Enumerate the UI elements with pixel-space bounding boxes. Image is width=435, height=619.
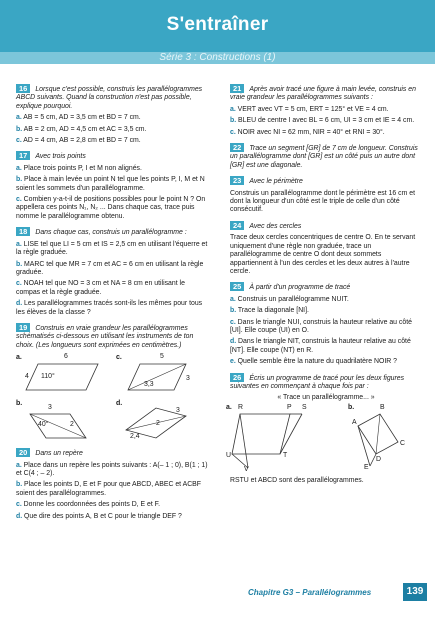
parallelogram-sketch (16, 354, 108, 396)
chapter-footer: Chapitre G3 – Parallélogrammes (248, 588, 372, 597)
figure-19d: d. 3 2 2,4 (116, 400, 208, 442)
exercise-item: c. Donne les coordonnées des points D, E et F. (16, 501, 161, 509)
exercise-item: a. Construis un parallélogramme NUIT. (230, 295, 349, 303)
exercise-number: 23 (230, 176, 244, 185)
exercise-item: b. Place à main levée un point N tel que les points P, I, M et N soient les sommets d'un parallélogramme. (16, 176, 205, 192)
page-title: S'entraîner (166, 14, 269, 35)
exercise-22 (230, 143, 422, 170)
exercise-intro: Avec le périmètre (249, 178, 303, 186)
exercise-number: 25 (230, 282, 244, 291)
exercise-18 (16, 227, 208, 317)
exercise-intro: Avec trois points (35, 153, 86, 161)
page-number: 139 (403, 583, 427, 601)
exercise-number: 26 (230, 373, 244, 382)
exercise-item: b. MARC tel que MR = 7 cm et AC = 6 cm en utilisant la règle graduée. (16, 260, 204, 276)
exercise-19 (16, 323, 208, 442)
right-column (226, 84, 422, 491)
exercise-item: c. Dans le triangle NUI, construis la hauteur relative au côté [UI]. Elle coupe (UI) en O. (230, 318, 412, 334)
exercise-23 (230, 176, 422, 215)
exercise-number: 20 (16, 448, 30, 457)
exercise-25 (230, 282, 422, 366)
figure-19b: b. 3 40° 2 (16, 400, 108, 442)
parallelogram-sketch (16, 400, 108, 442)
exercise-item: a. Place trois points P, I et M non alignés. (16, 164, 142, 172)
exercise-item: b. BLEU de centre I avec BL = 6 cm, UI = 3 cm et IE = 4 cm. (230, 117, 415, 125)
exercise-number: 24 (230, 221, 244, 230)
series-subtitle: Série 3 : Constructions (1) (0, 52, 435, 64)
figure-26-drawing (230, 406, 422, 474)
exercise-17 (16, 151, 208, 221)
exercise-body: Construis un parallélogramme dont le périmètre est 16 cm et dont la longueur d'un côté est le triple de celle d'un côté consécutif. (230, 189, 415, 214)
exercise-item: d. Les parallélogrammes tracés sont-ils les mêmes pour tous les élèves de la classe ? (16, 300, 203, 316)
page-header (0, 0, 435, 64)
exercise-intro: Avec des cercles (249, 222, 302, 230)
exercise-item: c. Combien y-a-t-il de positions possibles pour le point N ? On appellera ces points N₁, N₂ ... Dans chaque cas, trace puis nomme le parallélogramme obtenu. (16, 196, 206, 220)
exercise-number: 16 (16, 84, 30, 93)
exercise-20 (16, 448, 208, 521)
exercise-number: 17 (16, 151, 30, 160)
exercise-item: b. AB = 2 cm, AD = 4,5 cm et AC = 3,5 cm. (16, 125, 147, 133)
exercise-item: b. Place les points D, E et F pour que ABCD, ABEC et ACBF soient des parallélogrammes. (16, 481, 201, 497)
exercise-intro: Écris un programme de tracé pour les deux figures suivantes en commençant à chaque fois par : (230, 374, 405, 390)
exercise-item: d. Que dire des points A, B et C pour le triangle DEF ? (16, 512, 182, 520)
exercise-intro: Trace un segment [GR] de 7 cm de longueur. Construis un parallélogramme dont [GR] est un côté puis un autre dont [GR] est une diagonale. (230, 145, 418, 169)
exercise-intro: Lorsque c'est possible, construis les parallélogrammes ABCD suivants. Quand la construction n'est pas possible, explique pourquoi. (16, 86, 203, 110)
exercise-intro: Après avoir tracé une figure à main levée, construis en vraie grandeur les parallélogrammes suivants : (230, 86, 416, 102)
exercise-21 (230, 84, 422, 137)
figure-19c: c. 5 3,3 3 (116, 354, 208, 396)
exercise-intro: Construis en vraie grandeur les parallélogrammes schématisés ci-dessous en utilisant les instruments de ton choix. (Les longueurs sont exprimées en centimètres.) (16, 324, 194, 349)
exercise-item: a. AB = 5 cm, AD = 3,5 cm et BD = 7 cm. (16, 114, 141, 122)
exercise-number: 19 (16, 323, 30, 332)
exercise-item: a. VERT avec VT = 5 cm, ERT = 125° et VE = 4 cm. (230, 105, 389, 113)
exercise-intro: Dans chaque cas, construis un parallélogramme : (35, 229, 187, 237)
exercise-body: Trace deux cercles concentriques de centre O. En te servant uniquement d'une règle non graduée, trace un parallélogramme de centre O dont deux sommets appartiennent à l'un des cercles et les deux autres à l'autre cercle. (230, 234, 416, 275)
exercise-item: e. Quelle semble être la nature du quadrilatère NOIR ? (230, 358, 398, 366)
exercise-item: c. NOIR avec NI = 62 mm, NIR = 40° et RNI = 30°. (230, 128, 385, 136)
left-column (16, 84, 208, 527)
exercise-16 (16, 84, 208, 145)
exercise-item: c. NOAH tel que NO = 3 cm et NA = 8 cm en utilisant le compas et la règle graduée. (16, 280, 185, 296)
exercise-number: 22 (230, 143, 244, 152)
figure-caption: RSTU et ABCD sont des parallélogrammes. (230, 476, 364, 484)
exercise-item: a. Place dans un repère les points suivants : A(– 1 ; 0), B(1 ; 1) et C(4 ; – 2). (16, 461, 208, 477)
exercise-26 (226, 372, 422, 486)
figure-19a: a. 6 4 110° (16, 354, 108, 396)
exercise-item: d. Dans le triangle NIT, construis la hauteur relative au côté [NT]. Elle coupe (NT) en R. (230, 338, 411, 354)
quote: « Trace un parallélogramme... » (277, 394, 375, 402)
exercise-item: c. AD = 4 cm, AB = 2,8 cm et BD = 7 cm. (16, 137, 141, 145)
exercise-intro: Dans un repère (35, 450, 83, 458)
exercise-number: 21 (230, 84, 244, 93)
exercise-item: b. Trace la diagonale [NI]. (230, 307, 309, 315)
exercise-item: a. LISE tel que LI = 5 cm et IS = 2,5 cm en utilisant l'équerre et la règle graduée. (16, 240, 208, 257)
figures-26: a. R P S U T V b. A B C D E (230, 406, 422, 474)
exercise-intro: À partir d'un programme de tracé (249, 284, 351, 292)
exercise-24 (230, 221, 422, 276)
exercise-number: 18 (16, 227, 30, 236)
